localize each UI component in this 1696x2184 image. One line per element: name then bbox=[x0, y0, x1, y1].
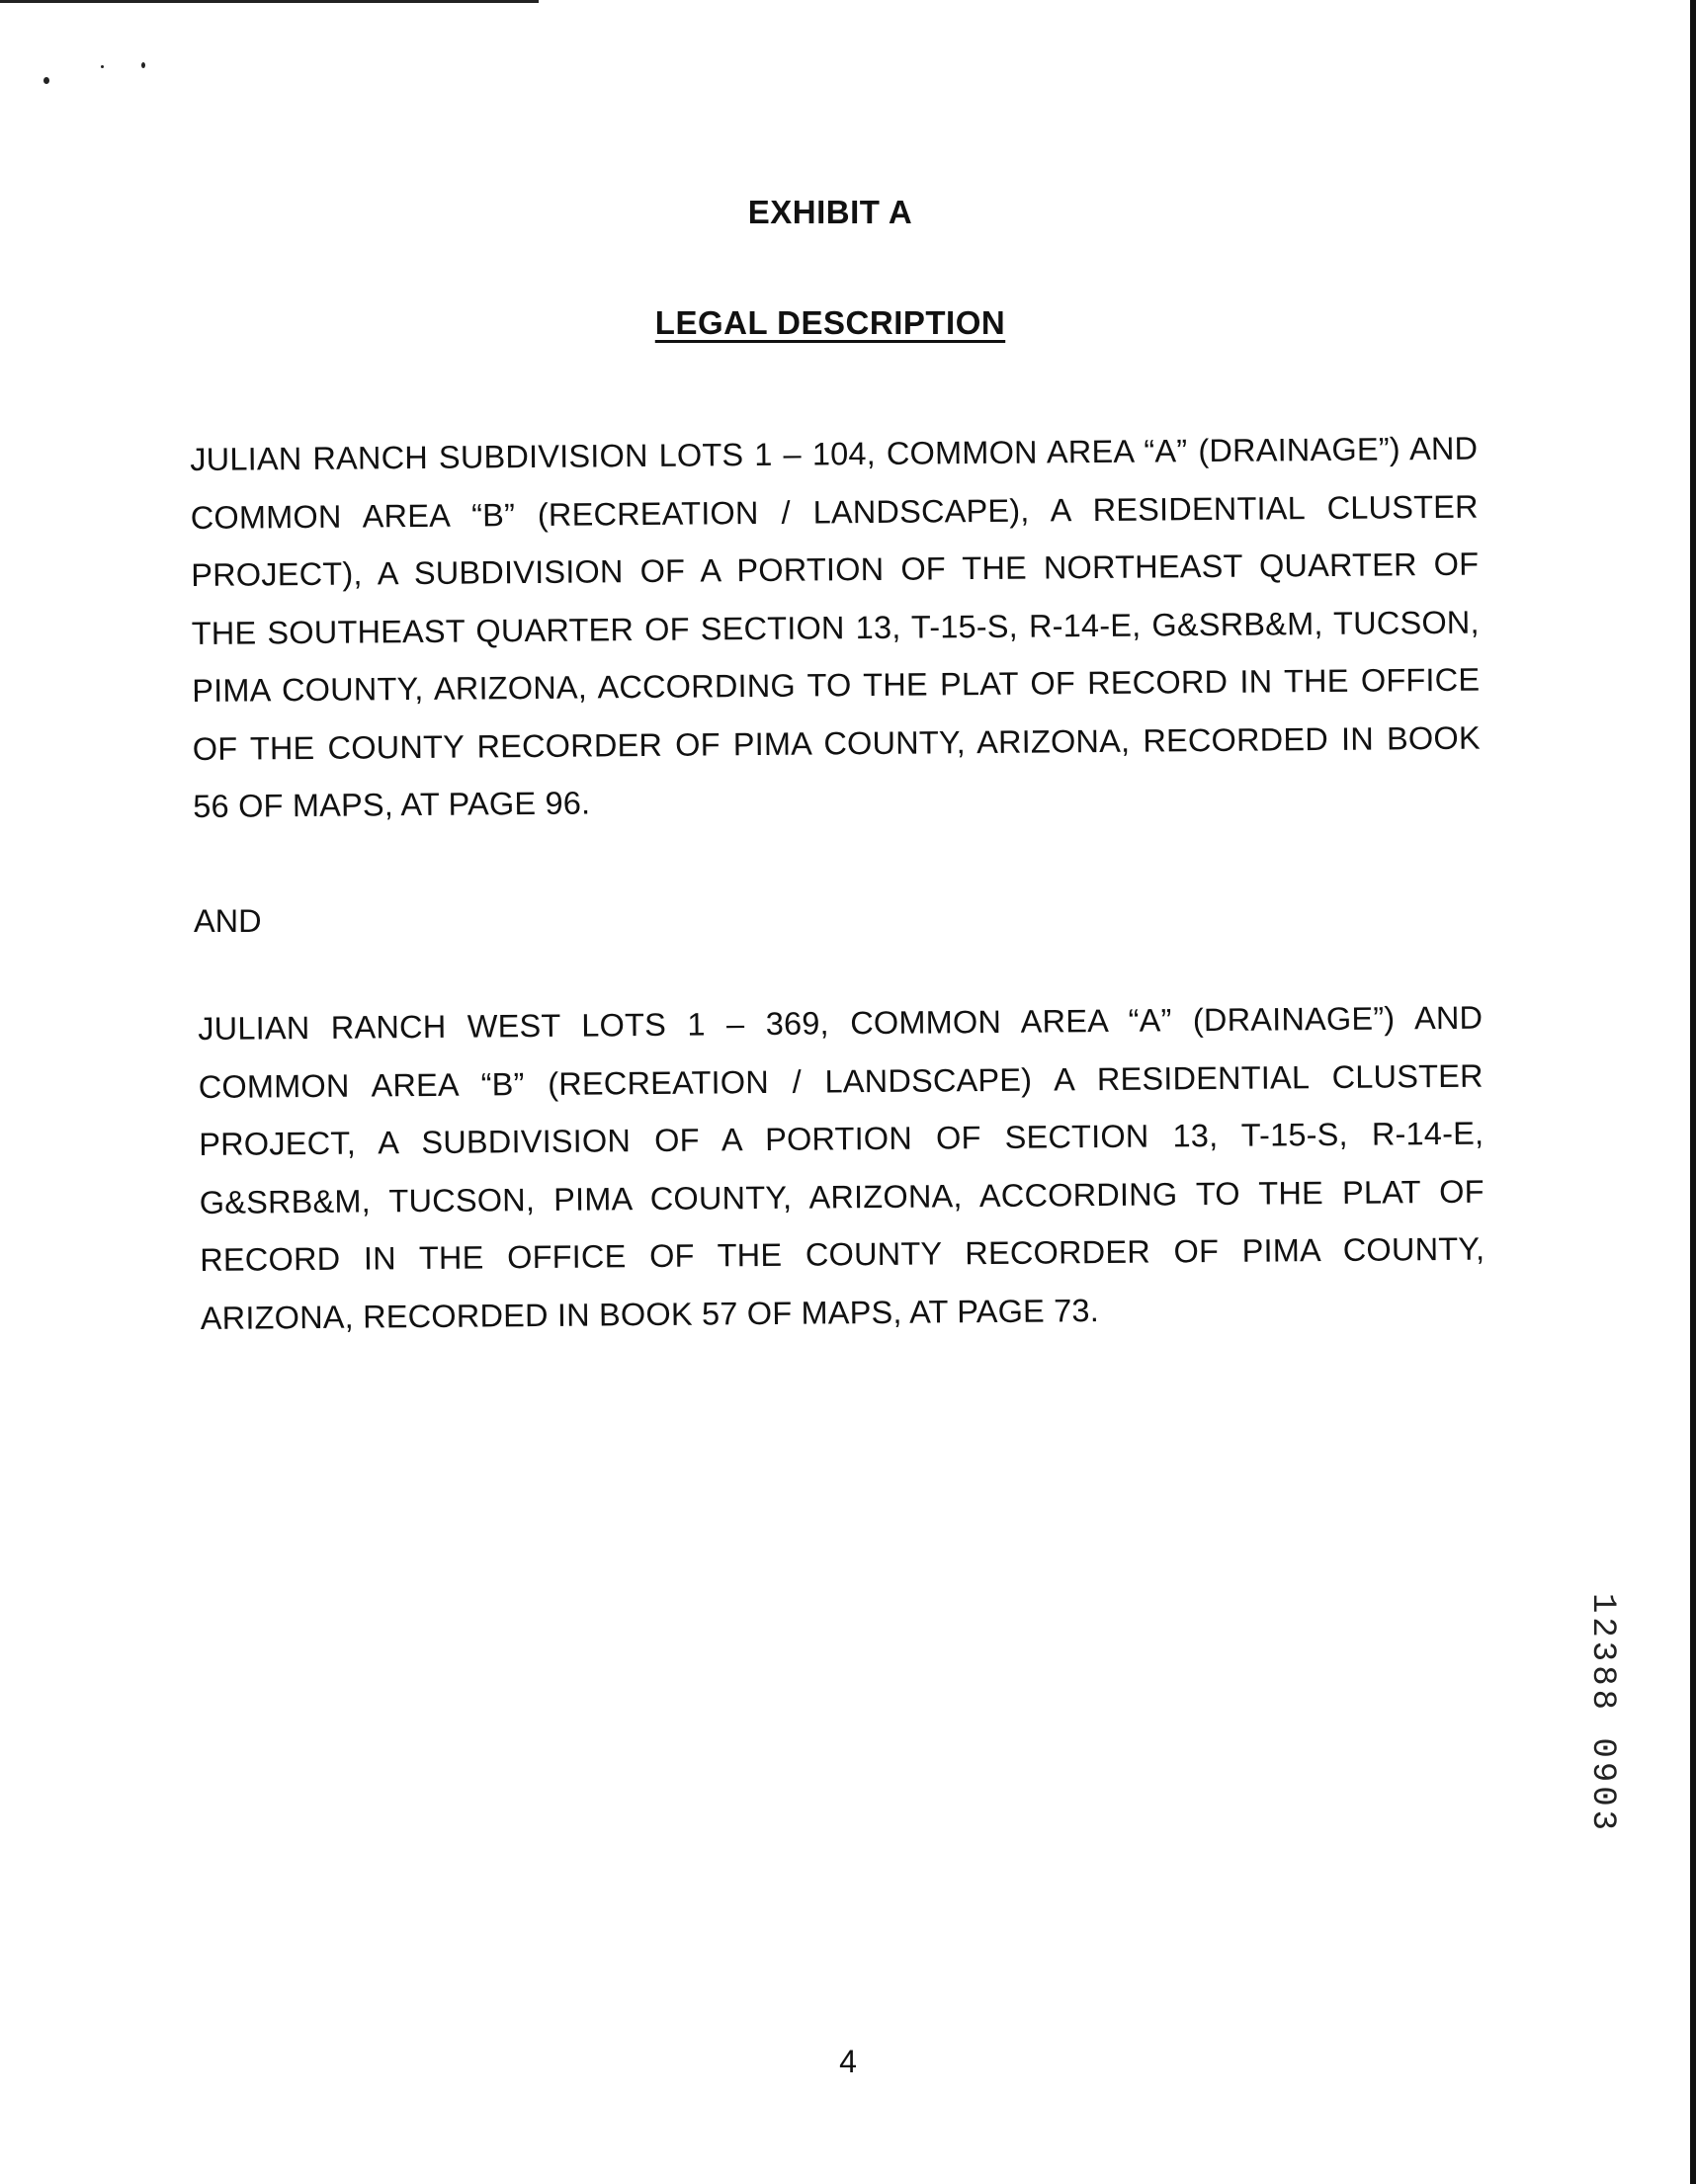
conjunction-and: AND bbox=[194, 903, 262, 939]
paragraph-line: OF THE COUNTY RECORDER OF PIMA COUNTY, ARIZONA, RECORDED IN BOOK bbox=[192, 719, 1481, 767]
paragraph-line: PIMA COUNTY, ARIZONA, ACCORDING TO THE PLAT OF RECORD IN THE OFFICE bbox=[192, 661, 1481, 709]
paragraph-line: COMMON AREA “B” (RECREATION / LANDSCAPE), A RESIDENTIAL CLUSTER bbox=[190, 488, 1479, 536]
scan-speck bbox=[101, 65, 104, 68]
scan-edge-top bbox=[0, 0, 539, 3]
scan-speck bbox=[43, 77, 49, 84]
paragraph-line: JULIAN RANCH WEST LOTS 1 – 369, COMMON AREA “A” (DRAINAGE”) AND bbox=[198, 999, 1484, 1047]
paragraph-line: PROJECT), A SUBDIVISION OF A PORTION OF THE NORTHEAST QUARTER OF bbox=[191, 546, 1480, 593]
paragraph-line: 56 OF MAPS, AT PAGE 96. bbox=[193, 785, 591, 824]
legal-description-heading bbox=[0, 304, 1660, 342]
paragraph-line: ARIZONA, RECORDED IN BOOK 57 OF MAPS, AT PAGE 73. bbox=[200, 1292, 1100, 1336]
recording-number-stamp: 12388 0903 bbox=[1583, 1593, 1621, 1835]
legal-paragraph-1 bbox=[190, 420, 1482, 836]
page-number: 4 bbox=[839, 2044, 857, 2079]
paragraph-line: PROJECT, A SUBDIVISION OF A PORTION OF SECTION 13, T-15-S, R-14-E, bbox=[199, 1115, 1484, 1162]
legal-description-heading-text: LEGAL DESCRIPTION bbox=[654, 304, 1006, 341]
paragraph-line: COMMON AREA “B” (RECREATION / LANDSCAPE) A RESIDENTIAL CLUSTER bbox=[198, 1057, 1484, 1105]
exhibit-title: EXHIBIT A bbox=[747, 194, 913, 230]
legal-paragraph-2 bbox=[198, 989, 1485, 1347]
paragraph-line: JULIAN RANCH SUBDIVISION LOTS 1 – 104, COMMON AREA “A” (DRAINAGE”) AND bbox=[190, 430, 1479, 477]
paragraph-line: G&SRB&M, TUCSON, PIMA COUNTY, ARIZONA, ACCORDING TO THE PLAT OF bbox=[199, 1173, 1484, 1220]
paragraph-line: RECORD IN THE OFFICE OF THE COUNTY RECORDER OF PIMA COUNTY, bbox=[200, 1230, 1485, 1278]
scan-speck bbox=[141, 62, 145, 68]
paragraph-line: THE SOUTHEAST QUARTER OF SECTION 13, T-15-S, R-14-E, G&SRB&M, TUCSON, bbox=[191, 604, 1480, 651]
scan-edge-right bbox=[1690, 0, 1696, 2184]
